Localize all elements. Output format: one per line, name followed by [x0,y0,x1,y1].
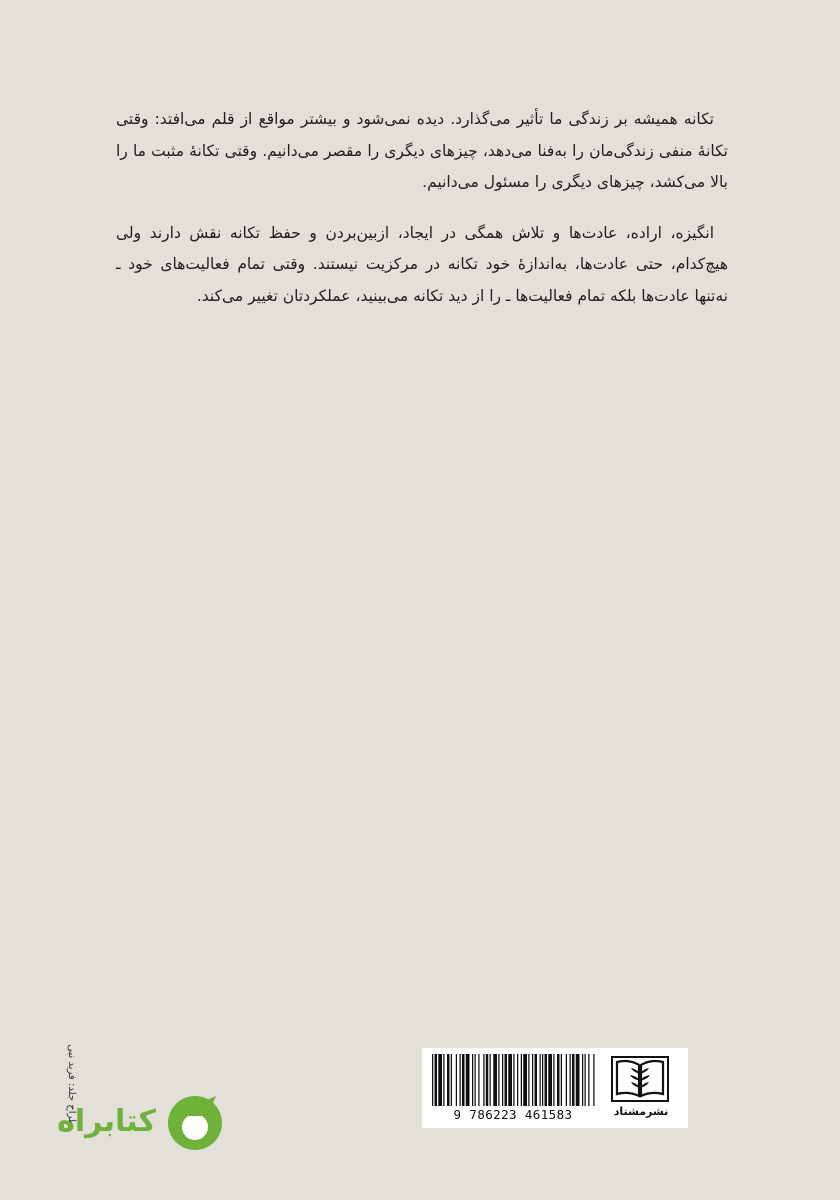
ketabrah-mark-icon [164,1092,226,1154]
open-book-icon [611,1056,669,1102]
isbn-block [422,1048,688,1128]
publisher-name: نشرمشتاد [613,1105,669,1118]
blurb-paragraph-2: انگیزه، اراده، عادت‌ها و تلاش همگی در ایجاد، ازبین‌بردن و حفظ تکانه نقش دارند ولی هیچ‌کدام، حتی عادت‌ها، به‌اندازهٔ خود تکانه در مرکزیت نیستند. وقتی تمام فعالیت‌های خود ـ نه‌تنها عادت‌ها بلکه تمام فعالیت‌ها ـ را از دید تکانه می‌بینید، عملکردتان تغییر می‌کند. [116,223,728,305]
back-cover-blurb [116,104,728,331]
publisher-logo [602,1056,680,1122]
ketabrah-logo [38,1092,218,1156]
barcode [430,1054,596,1106]
blurb-paragraph-1: تکانه همیشه بر زندگی ما تأثیر می‌گذارد. دیده نمی‌شود و بیشتر مواقع از قلم می‌افتد: وقتی تکانهٔ منفی زندگی‌مان را به‌فنا می‌دهد، چیزهای دیگری را مقصر می‌دانیم. وقتی تکانهٔ مثبت ما را بالا می‌کشد، چیزهای دیگری را مسئول می‌دانیم. [116,110,728,191]
isbn-number: 9 786223 461583 [453,1107,573,1122]
cover-designer-credit: طراح جلد: فرید نبی [66,1044,77,1127]
logo-wordmark: کتابراه [57,1104,156,1139]
